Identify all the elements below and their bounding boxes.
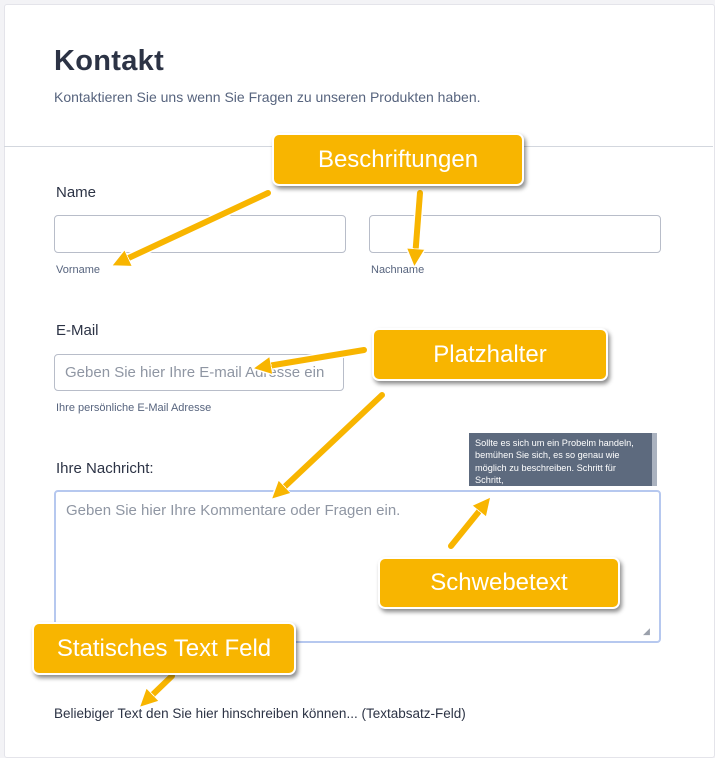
arrow-to-vorname — [120, 193, 268, 262]
static-text-paragraph: Beliebiger Text den Sie hier hinschreiben können... (Textabsatz-Feld) — [54, 706, 466, 721]
tooltip-text: Sollte es sich um ein Probelm handeln, bemühen Sie sich, es so genau wie möglich zu beschreiben. Schritt für Schritt, — [475, 438, 634, 485]
form-title: Kontakt — [54, 45, 165, 77]
email-label: E-Mail — [56, 322, 99, 339]
first-name-sublabel: Vorname — [56, 264, 101, 276]
resize-grip-icon[interactable]: ◢ — [643, 626, 650, 636]
callout-placeholder: Platzhalter — [372, 328, 608, 381]
callout-labels: Beschriftungen — [272, 133, 524, 186]
arrow-to-static-text — [146, 676, 172, 701]
last-name-sublabel: Nachname — [371, 264, 425, 276]
message-label: Ihre Nachricht: — [56, 460, 154, 477]
name-label: Name — [56, 184, 97, 201]
arrow-to-tooltip — [451, 504, 485, 546]
email-sublabel: Ihre persönliche E-Mail Adresse — [56, 402, 212, 414]
form-subtitle: Kontaktieren Sie uns wenn Sie Fragen zu unseren Produkten haben. — [54, 89, 481, 105]
callout-static-field: Statisches Text Feld — [32, 622, 296, 675]
arrow-to-email-placeholder — [262, 350, 364, 367]
arrow-to-message-placeholder — [278, 395, 382, 493]
callout-hover-text: Schwebetext — [378, 557, 620, 609]
